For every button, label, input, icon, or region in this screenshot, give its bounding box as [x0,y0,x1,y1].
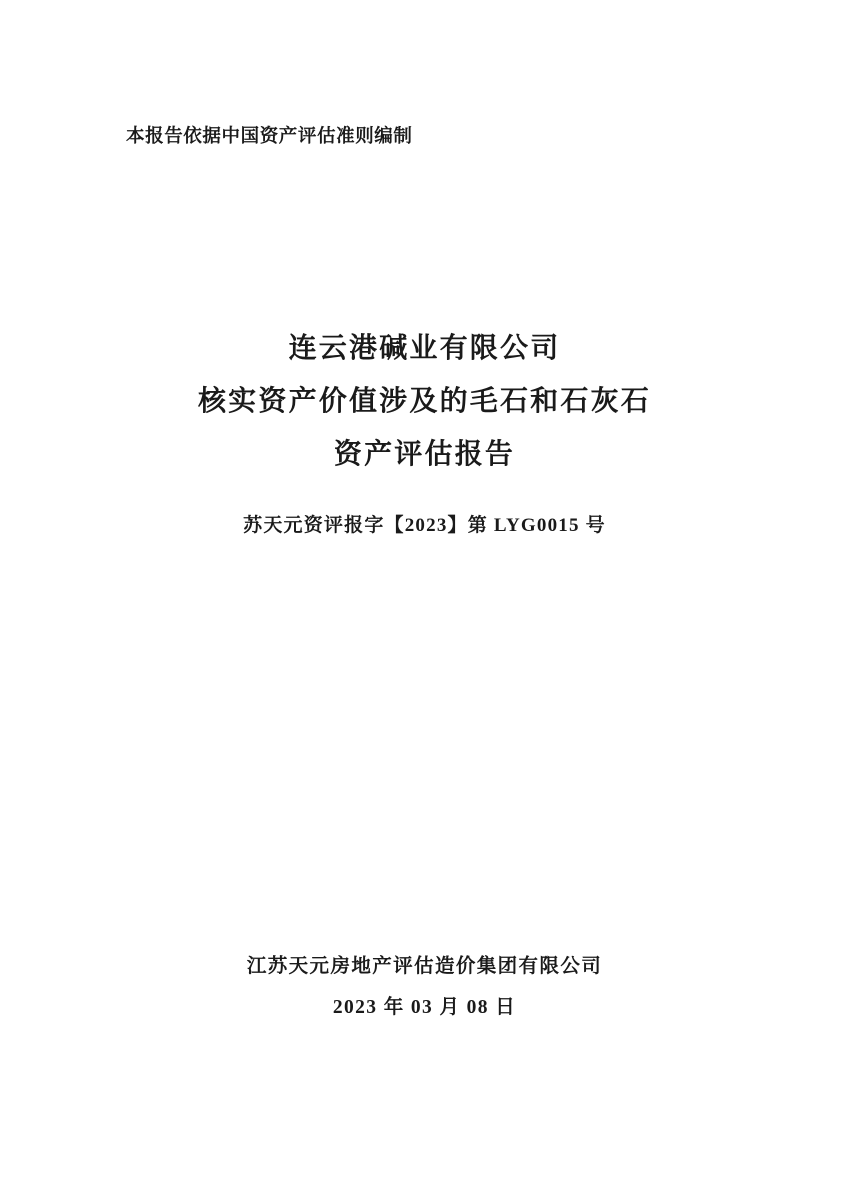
issuer-name: 江苏天元房地产评估造价集团有限公司 [246,956,603,977]
issue-date: 2023 年 03 月 08 日 [332,997,517,1018]
title-line-type: 资产评估报告 [333,439,516,470]
issuer-block [0,946,849,1028]
report-number: 苏天元资评报字【2023】第 LYG0015 号 [243,515,606,536]
title-line-company: 连云港碱业有限公司 [288,333,561,364]
compliance-note: 本报告依据中国资产评估准则编制 [126,127,413,147]
title-line-subject: 核实资产价值涉及的毛石和石灰石 [197,386,651,417]
report-title [0,322,849,481]
